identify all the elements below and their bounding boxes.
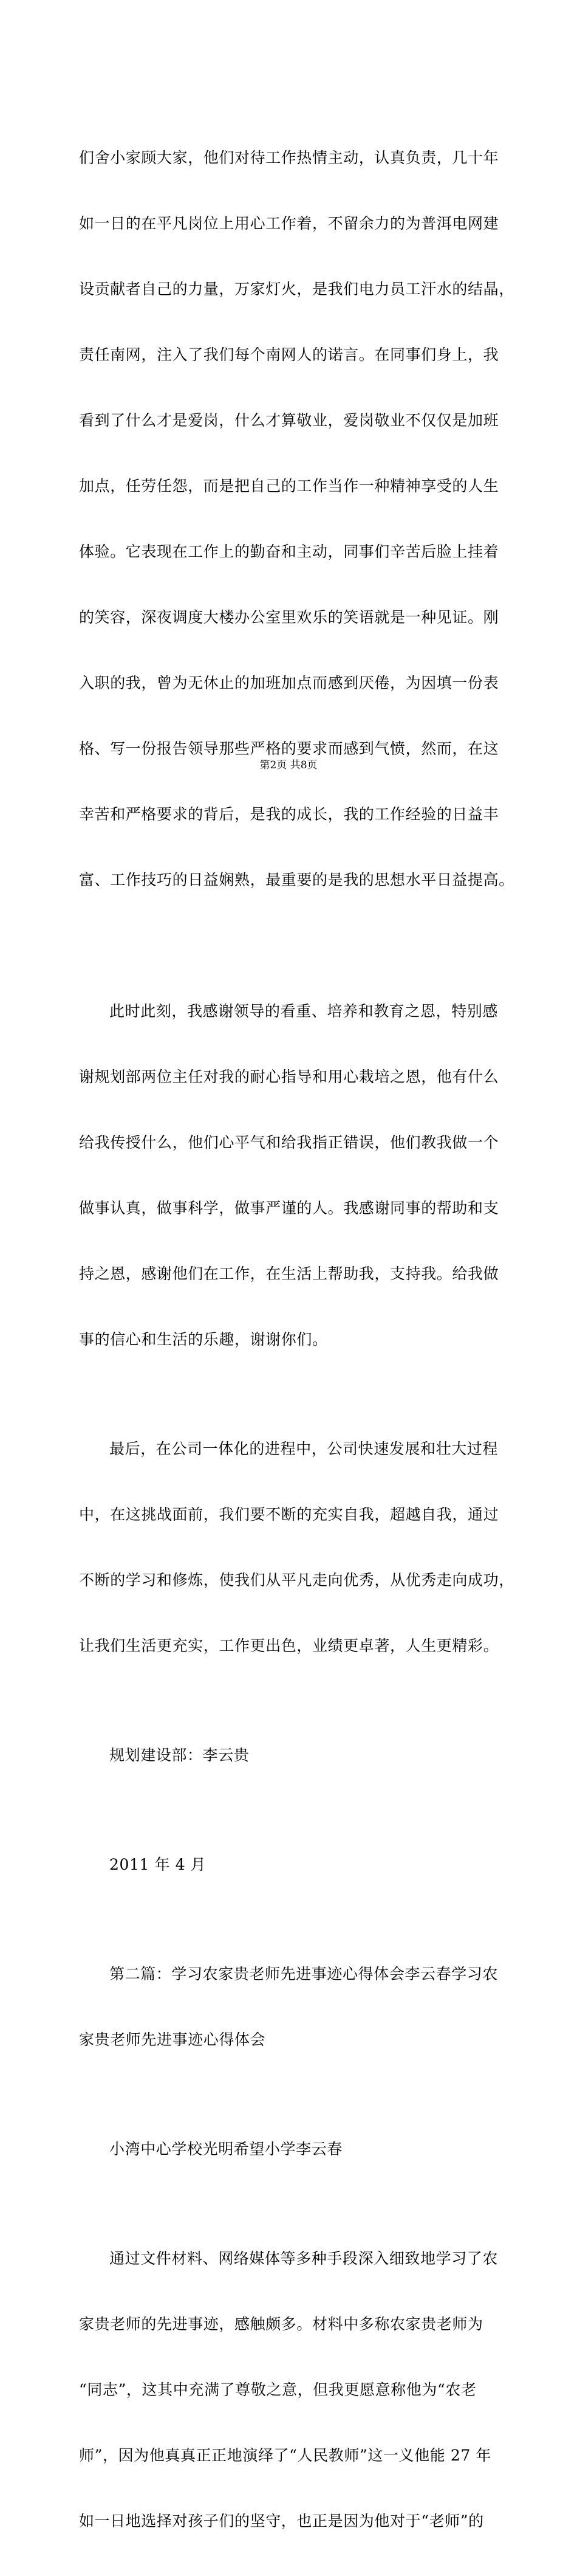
text-line: 师”，因为他真真正正地演绎了“人民教师”这一义他能 27 年 [79, 2447, 492, 2464]
text-line: 看到了什么才是爱岗，什么才算敬业，爱岗敬业不仅仅是加班 [79, 412, 499, 429]
text-line: 通过文件材料、网络媒体等多种手段深入细致地学习了农 [109, 2250, 499, 2267]
text-line: 不断的学习和修炼，使我们从平凡走向优秀，从优秀走向成功， [79, 1571, 514, 1589]
text-line: 给我传授什么，他们心平气和给我指正错误，他们教我做一个 [79, 1134, 499, 1151]
signature-date [79, 1810, 516, 1920]
text-line: 规划建设部：李云贵 [109, 1746, 250, 1764]
text-line: 们舍小家顾大家，他们对待工作热情主动，认真负责，几十年 [79, 149, 499, 167]
text-line: 富、工作技巧的日益娴熟，最重要的是我的思想水平日益提高。 [79, 871, 514, 889]
text-line: 幸苦和严格要求的背后，是我的成长，我的工作经验的日益丰 [79, 805, 499, 823]
text-line: 2011 年 4 月 [109, 1856, 207, 1873]
text-line: 家贵老师先进事迹心得体会 [79, 2031, 266, 2048]
author-line [79, 2095, 516, 2204]
paragraph-2 [79, 957, 516, 1394]
page-number: 第2页 共8页 [259, 759, 318, 771]
text-line: 让我们生活更充实，工作更出色，业绩更卓著，人生更精彩。 [79, 1637, 499, 1655]
page-footer [0, 756, 577, 771]
paragraph-3 [79, 1394, 516, 1701]
text-line: “同志”，这其中充满了尊敬之意，但我更愿意称他为“农老 [79, 2381, 477, 2399]
text-line: 小湾中心学校光明希望小学李云春 [109, 2140, 343, 2158]
text-line: 入职的我，曾为无休止的加班加点而感到厌倦，为因填一份表 [79, 674, 499, 692]
paragraph-gap [79, 935, 516, 957]
text-line: 谢规划部两位主任对我的耐心指导和用心栽培之恩，他有什么 [79, 1068, 499, 1086]
text-line: 的笑容，深夜调度大楼办公室里欢乐的笑语就是一种见证。刚 [79, 608, 499, 626]
text-line: 责任南网，注入了我们每个南网人的诺言。在同事们身上，我 [79, 346, 499, 363]
text-line: 第二篇：学习农家贵老师先进事迹心得体会李云春学习农 [109, 1965, 499, 1983]
text-line: 加点，任劳任怨，而是把自己的工作当作一种精神享受的人生 [79, 477, 499, 495]
text-line: 格、写一份报告领导那些严格的要求而感到气愤，然而，在这 [79, 740, 499, 757]
text-line: 家贵老师的先进事迹，感触颇多。材料中多称农家贵老师为 [79, 2315, 483, 2333]
text-line: 做事认真，做事科学，做事严谨的人。我感谢同事的帮助和支 [79, 1199, 499, 1217]
text-line: 中，在这挑战面前，我们要不断的充实自我，超越自我，通过 [79, 1506, 499, 1523]
text-line: 事的信心和生活的乐趣，谢谢你们。 [79, 1331, 328, 1348]
text-line: 最后，在公司一体化的进程中，公司快速发展和壮大过程 [109, 1440, 499, 1458]
text-line: 持之恩，感谢他们在工作，在生活上帮助我，支持我。给我做 [79, 1265, 499, 1283]
paragraph-1 [79, 103, 516, 935]
text-line: 设贡献者自己的力量，万家灯火，是我们电力员工汗水的结晶， [79, 280, 514, 298]
paragraph-second-article-body [79, 2204, 516, 2576]
text-line: 此时此刻，我感谢领导的看重、培养和教育之恩，特别感 [109, 1002, 499, 1020]
text-line: 如一日地选择对孩子们的坚守，也正是因为他对于“老师”的 [79, 2512, 484, 2530]
text-line: 体验。它表现在工作上的勤奋和主动，同事们辛苦后脸上挂着 [79, 543, 499, 560]
document-body [79, 103, 516, 2576]
text-line: 如一日的在平凡岗位上用心工作着，不留余力的为普洱电网建 [79, 215, 499, 232]
second-article-heading [79, 1920, 516, 2095]
signature-department [79, 1701, 516, 1810]
